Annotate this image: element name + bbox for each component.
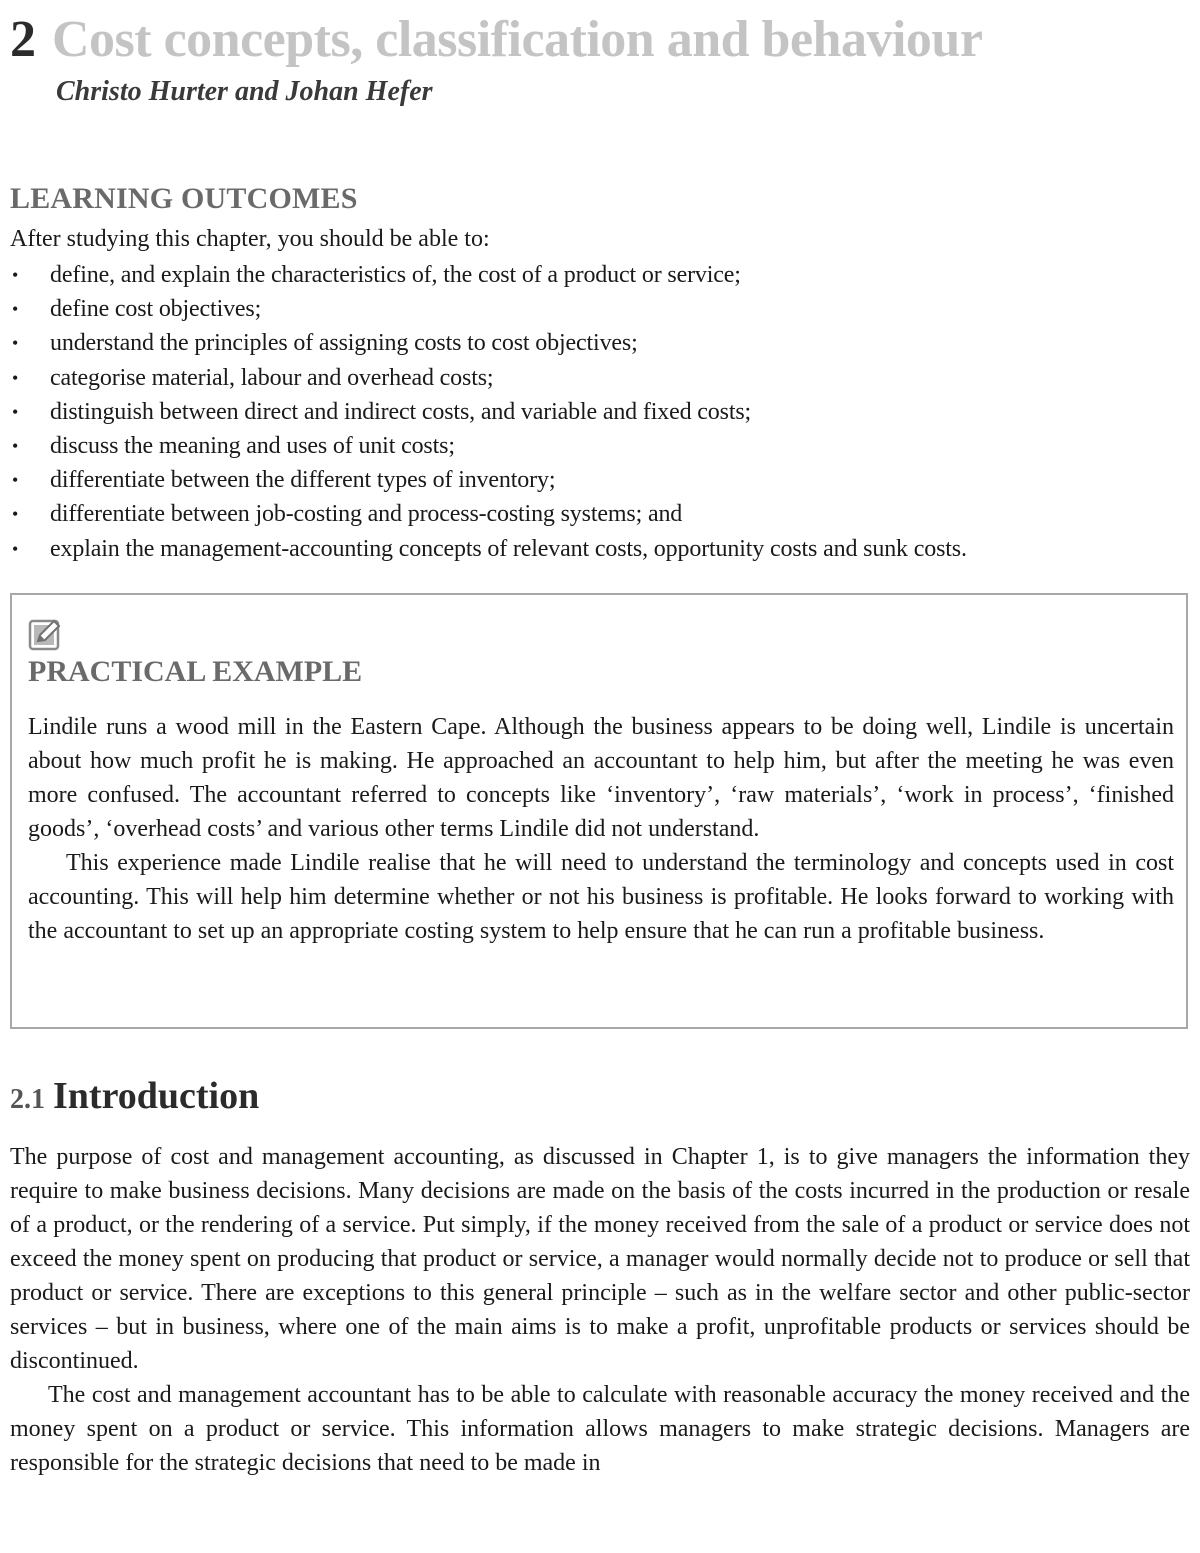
bullet-icon: • (12, 265, 19, 285)
paragraph: This experience made Lindile realise that he will need to understand the terminology and concepts used in cost accounting. This will help him determine whether or not his business is profitable. He looks forward to working with the accountant to set up an appropriate costing system to help ensure that he can run a profitable business. (28, 850, 1174, 944)
section-number: 2.1 (10, 1084, 45, 1115)
bullet-icon: • (12, 435, 19, 456)
section-body (10, 1140, 1190, 1480)
bullet-icon: • (12, 504, 19, 525)
list-item-text: define cost objectives; (50, 296, 262, 323)
section-title: Introduction (53, 1075, 260, 1117)
bullet-icon: • (12, 333, 19, 354)
list-item (10, 532, 967, 566)
list-item-text: discuss the meaning and uses of unit costs; (50, 432, 455, 459)
list-item (10, 258, 967, 292)
paragraph: The purpose of cost and management accounting, as discussed in Chapter 1, is to give managers the information they require to make business decisions. Many decisions are made on the basis of the costs incurred in the production or resale of a product, or the rendering of a service. Put simply, if the money received from the sale of a product or service does not exceed the money spent on producing that product or service, a manager would normally decide not to produce or sell that product or service. There are exceptions to this general principle – such as in the welfare sector and other public-sector services – but in business, where one of the main aims is to make a profit, unprofitable products or services should be discontinued. (10, 1144, 1190, 1374)
list-item (10, 429, 967, 463)
bullet-icon: • (12, 538, 19, 559)
list-item-text: differentiate between the different types of inventory; (50, 467, 556, 494)
list-item (10, 292, 967, 326)
list-item-text: distinguish between direct and indirect costs, and variable and fixed costs; (50, 398, 752, 425)
bullet-icon: • (12, 299, 19, 320)
chapter-heading (10, 11, 983, 68)
learning-outcomes-intro: After studying this chapter, you should be able to: (10, 226, 490, 252)
paragraph: Lindile runs a wood mill in the Eastern Cape. Although the business appears to be doing well, Lindile is uncertain about how much profit he is making. He approached an accountant to help him, but after the meeting he was even more confused. The accountant referred to concepts like ‘inventory’, ‘raw materials’, ‘work in process’, ‘finished goods’, ‘overhead costs’ and various other terms Lindile did not understand. (28, 714, 1174, 842)
bullet-icon: • (12, 470, 19, 491)
learning-outcomes-list (10, 258, 967, 566)
list-item (10, 463, 967, 497)
learning-outcomes-heading: LEARNING OUTCOMES (10, 182, 358, 215)
list-item-text: explain the management-accounting concepts of relevant costs, opportunity costs and sunk costs. (50, 535, 967, 562)
list-item (10, 395, 967, 429)
list-item (10, 361, 967, 395)
section-heading (10, 1074, 259, 1118)
list-item-text: understand the principles of assigning costs to cost objectives; (50, 330, 638, 357)
list-item (10, 326, 967, 360)
list-item (10, 497, 967, 531)
list-item-text: define, and explain the characteristics of, the cost of a product or service; (50, 262, 741, 288)
chapter-authors: Christo Hurter and Johan Hefer (56, 76, 433, 107)
paragraph: The cost and management accountant has to be able to calculate with reasonable accuracy the money received and the money spent on a product or service. This information allows managers to make strategic decisions. Managers are responsible for the strategic decisions that need to be made in (10, 1382, 1190, 1476)
list-item-text: categorise material, labour and overhead costs; (50, 364, 494, 391)
list-item-text: differentiate between job-costing and process-costing systems; and (50, 501, 683, 528)
practical-example-box (10, 593, 1188, 1029)
edit-icon (28, 617, 62, 651)
bullet-icon: • (12, 401, 19, 422)
bullet-icon: • (12, 367, 19, 388)
practical-example-heading: PRACTICAL EXAMPLE (28, 655, 363, 688)
practical-example-body (28, 710, 1174, 948)
chapter-number: 2 (10, 11, 36, 68)
chapter-title: Cost concepts, classification and behaviour (52, 11, 983, 68)
